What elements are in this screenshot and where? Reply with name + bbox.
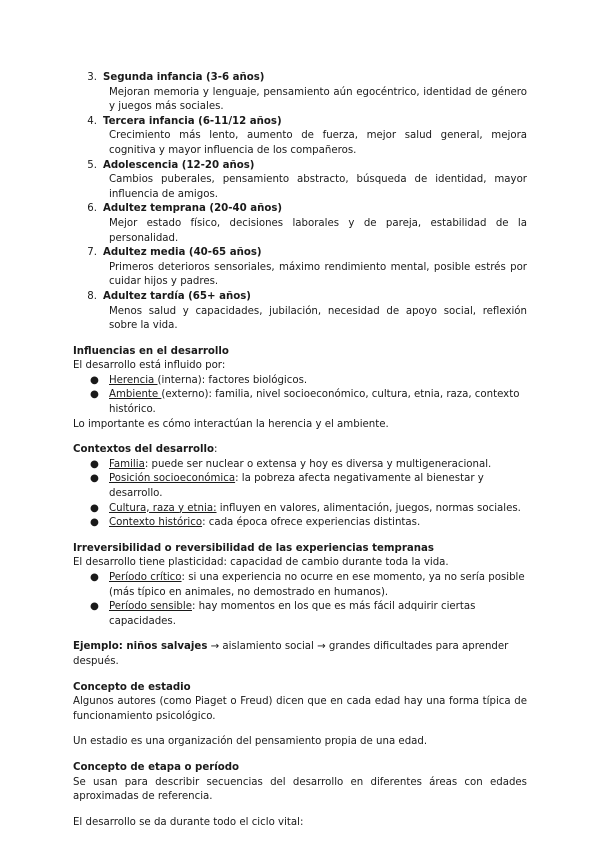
section-contextos [73, 443, 527, 531]
list-item [73, 458, 527, 473]
term-description: : cada época ofrece experiencias distintas. [202, 517, 421, 529]
bullet-icon: ● [90, 517, 99, 529]
term: Herencia [109, 374, 158, 386]
list-item [73, 115, 527, 159]
item-title: Segunda infancia (3-6 años) [103, 72, 265, 83]
section-heading: Irreversibilidad o reversibilidad de las experiencias tempranas [73, 542, 434, 554]
list-item [73, 159, 527, 203]
list-item [73, 600, 527, 629]
item-number: 5. [87, 159, 97, 171]
section-etapa [73, 761, 527, 830]
bullet-icon: ● [90, 473, 99, 485]
example-label: Ejemplo: niños salvajes [73, 641, 208, 653]
list-item [73, 290, 527, 334]
list-item [73, 516, 527, 531]
paragraph: El desarrollo se da durante todo el ciclo vital: [73, 816, 304, 828]
item-description: Menos salud y capacidades, jubilación, necesidad de apoyo social, reflexión sobre la vida. [109, 305, 527, 332]
term-description: : si una experiencia no ocurre en ese momento, ya no sería posible (más típico en animales, no demostrado en humanos). [109, 572, 525, 598]
example-text: → aislamiento social → grandes dificultades para aprender después. [73, 641, 509, 667]
bullet-icon: ● [90, 389, 99, 401]
item-number: 3. [87, 72, 97, 83]
list-item [73, 71, 527, 115]
term-description: : puede ser nuclear o extensa y hoy es diversa y multigeneracional. [144, 458, 492, 470]
paragraph: Un estadio es una organización del pensamiento propia de una edad. [73, 736, 428, 748]
section-heading: Concepto de etapa o período [73, 761, 240, 773]
list-item [73, 571, 527, 600]
term: Período sensible [109, 601, 192, 613]
item-description: Cambios puberales, pensamiento abstracto, búsqueda de identidad, mayor influencia de amigos. [109, 174, 527, 200]
heading-text: Contextos del desarrollo [73, 444, 214, 456]
bullet-icon: ● [90, 458, 99, 470]
list-item [73, 246, 527, 290]
term-description: : la pobreza afecta negativamente al bienestar y desarrollo. [109, 473, 484, 500]
item-title: Adultez media (40-65 años) [103, 247, 262, 259]
term: Cultura, raza y etnia: [109, 502, 217, 514]
term-description: (interna): factores biológicos. [157, 374, 308, 386]
term-description: influyen en valores, alimentación, juegos, normas sociales. [216, 502, 521, 514]
paragraph: Lo importante es cómo interactúan la herencia y el ambiente. [73, 418, 389, 430]
item-title: Adolescencia (12-20 años) [103, 159, 255, 171]
section-influencias [73, 345, 527, 433]
item-number: 4. [87, 115, 97, 127]
term: Contexto histórico [109, 517, 203, 529]
item-number: 6. [87, 203, 97, 215]
item-description: Mejoran memoria y lenguaje, pensamiento aún egocéntrico, identidad de género y juegos más sociales. [109, 86, 527, 113]
item-description: Crecimiento más lento, aumento de fuerza, mejor salud general, mejora cognitiva y mayor influencia de los compañeros. [109, 130, 527, 156]
example-paragraph [73, 640, 527, 669]
bullet-icon: ● [90, 374, 99, 386]
section-estadio [73, 681, 527, 750]
term: Ambiente [109, 389, 162, 401]
term: Posición socioeconómica [109, 473, 236, 485]
section-heading [73, 443, 527, 458]
list-item [73, 472, 527, 501]
bullet-icon: ● [90, 601, 99, 613]
term-description: : hay momentos en los que es más fácil adquirir ciertas capacidades. [109, 601, 476, 627]
item-title: Adultez tardía (65+ años) [103, 290, 251, 302]
list-item [73, 374, 527, 389]
section-irreversibilidad [73, 542, 527, 630]
section-heading: Concepto de estadio [73, 681, 191, 693]
term-description: (externo): familia, nivel socioeconómico, cultura, etnia, raza, contexto histórico. [109, 389, 520, 416]
section-heading: Influencias en el desarrollo [73, 345, 229, 357]
document-page [73, 71, 527, 830]
term: Familia [109, 458, 145, 470]
list-item [73, 202, 527, 246]
list-item [73, 388, 527, 417]
stage-list [73, 71, 527, 334]
bullet-icon: ● [90, 572, 99, 583]
term: Período crítico [109, 572, 182, 583]
heading-suffix: : [213, 444, 218, 456]
bullet-icon: ● [90, 502, 99, 514]
paragraph: El desarrollo tiene plasticidad: capacidad de cambio durante toda la vida. [73, 557, 449, 569]
item-title: Adultez temprana (20-40 años) [103, 203, 283, 215]
item-title: Tercera infancia (6-11/12 años) [103, 115, 282, 127]
list-item [73, 502, 527, 517]
item-description: Mejor estado físico, decisiones laborales y de pareja, estabilidad de la personalidad. [109, 217, 527, 244]
paragraph: Se usan para describir secuencias del desarrollo en diferentes áreas con edades aproximadas de referencia. [73, 776, 527, 803]
item-number: 8. [87, 290, 97, 302]
paragraph: El desarrollo está influido por: [73, 360, 226, 372]
paragraph: Algunos autores (como Piaget o Freud) dicen que en cada edad hay una forma típica de funcionamiento psicológico. [73, 696, 527, 722]
item-number: 7. [87, 247, 97, 259]
item-description: Primeros deterioros sensoriales, máximo rendimiento mental, posible estrés por cuidar hijos y padres. [109, 261, 527, 288]
